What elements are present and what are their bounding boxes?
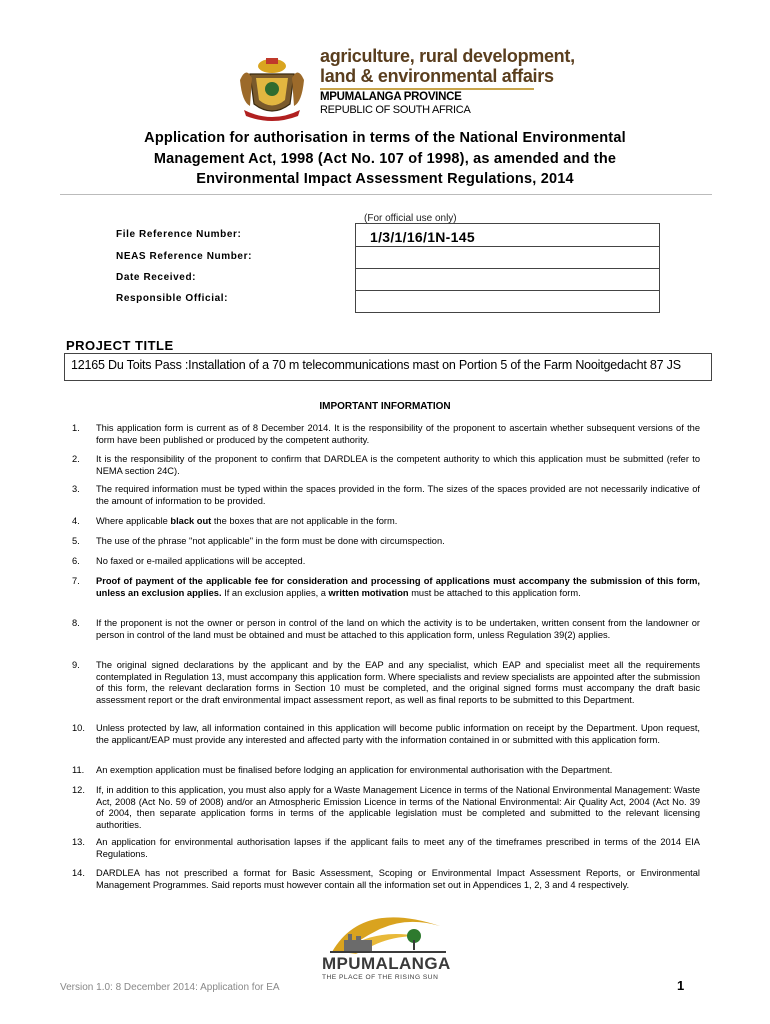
logo-wordmark: MPUMALANGA [322, 954, 451, 973]
title-line3: Environmental Impact Assessment Regulations, 2014 [196, 171, 574, 187]
rising-sun-icon [322, 906, 452, 956]
item-number: 13. [72, 837, 85, 847]
official-use-note: (For official use only) [364, 213, 457, 224]
mpumalanga-logo [322, 906, 452, 981]
item-text: An exemption application must be finalised before lodging an application for environmental authorisation with the Department. [96, 765, 613, 775]
item-text: An application for environmental authorisation lapses if the applicant fails to meet any of the timeframes prescribed in terms of the 2014 EIA Regulations. [96, 837, 700, 859]
item-number: 4. [72, 516, 80, 526]
project-title-field[interactable]: 12165 Du Toits Pass :Installation of a 70 m telecommunications mast on Portion 5 of the Farm Nooitgedacht 87 JS [64, 353, 712, 381]
neas-reference-field[interactable] [355, 246, 660, 269]
file-reference-field[interactable]: 1/3/1/16/1N-145 [355, 223, 660, 247]
title-divider [60, 194, 712, 195]
item-text: If, in addition to this application, you must also apply for a Waste Management Licence in terms of the National Environmental Management: Waste Act, 2008 (Act No. 59 of 2008) and/or an Atmospheric Emission Licence in terms of the National Environmental: Air Quality Act, 2004 (Act No. 39 of 2004, then separate application forms in terms of the applicable legislation must be completed and submitted to the relevant licensing authorities. [96, 785, 700, 830]
document-title [80, 128, 690, 190]
item-text: Unless protected by law, all information contained in this application will become public information on receipt by the Department. Upon request, the applicant/EAP must provide any interested and affected party with the information contained in or submitted with this application form. [96, 723, 700, 745]
date-received-label: Date Received: [116, 272, 197, 283]
page-number: 1 [677, 978, 685, 993]
responsible-official-field[interactable] [355, 290, 660, 313]
item-number: 6. [72, 556, 80, 566]
important-information-heading: IMPORTANT INFORMATION [319, 401, 451, 412]
title-line2: Management Act, 1998 (Act No. 107 of 1998), as amended and the [153, 150, 617, 167]
title-line1: Application for authorisation in terms of the National Environmental [144, 130, 626, 146]
header-divider [320, 88, 534, 90]
item-number: 10. [72, 723, 85, 733]
item-number: 14. [72, 868, 85, 878]
version-footer: Version 1.0: 8 December 2014: Application for EA [60, 982, 280, 993]
department-name-line2: land & environmental affairs [320, 66, 554, 86]
logo-tagline: THE PLACE OF THE RISING SUN [322, 974, 439, 981]
item-number: 9. [72, 660, 80, 670]
item-number: 11. [72, 765, 85, 775]
neas-reference-label: NEAS Reference Number: [116, 251, 253, 262]
department-header [236, 46, 575, 118]
item-number: 5. [72, 536, 80, 546]
department-name-line1: agriculture, rural development, [320, 46, 575, 66]
file-reference-label: File Reference Number: [116, 229, 242, 240]
item-text: The use of the phrase "not applicable" in the form must be done with circumspection. [96, 536, 445, 546]
item-number: 1. [72, 423, 80, 433]
item-text: DARDLEA has not prescribed a format for Basic Assessment, Scoping or Environmental Impact Assessment Reports, or Environmental Management Programmes. Said reports must however contain all the information set out in Appendices 1, 2, 3 and 4 respectively. [96, 868, 700, 890]
item-text: It is the responsibility of the proponent to confirm that DARDLEA is the competent authority to which this application must be submitted (refer to NEMA section 24C). [96, 454, 700, 476]
item-number: 12. [72, 785, 85, 795]
item-text: No faxed or e-mailed applications will be accepted. [96, 556, 306, 566]
project-title-heading: PROJECT TITLE [66, 338, 174, 353]
item-number: 8. [72, 618, 80, 628]
province-name: MPUMALANGA PROVINCE [320, 91, 462, 103]
item-number: 3. [72, 484, 80, 494]
item-text: The required information must be typed within the spaces provided in the form. The sizes of the spaces provided are not necessarily indicative of the amount of information to be provided. [96, 484, 700, 506]
coat-of-arms-icon [236, 56, 308, 122]
date-received-field[interactable] [355, 268, 660, 291]
responsible-official-label: Responsible Official: [116, 293, 229, 304]
item-number: 2. [72, 454, 80, 464]
country-name: REPUBLIC OF SOUTH AFRICA [320, 104, 471, 116]
item-text: The original signed declarations by the applicant and by the EAP and any specialist, which EAP and specialist meet all the requirements contemplated in Regulation 13, must accompany this application form. Where specialists and review specialists are appointed after the submission of this form, the relevant declaration forms in Section 10 must be completed, and the original signed forms must accompany the draft basic assessment report or the draft environmental impact assessment report, as well as final reports to be submitted to this Department. [96, 660, 700, 705]
item-text: This application form is current as of 8 December 2014. It is the responsibility of the proponent to ascertain whether subsequent versions of the form have been published or produced by the competent authority. [96, 423, 700, 445]
item-text: Proof of payment of the applicable fee for consideration and processing of applications must accompany the submission of this form, unless an exclusion applies. If an exclusion applies, a written motivation must be attached to this application form. [96, 576, 700, 598]
item-text: Where applicable black out the boxes that are not applicable in the form. [96, 516, 398, 526]
item-number: 7. [72, 576, 80, 586]
item-text: If the proponent is not the owner or person in control of the land on which the activity is to be undertaken, written consent from the landowner or person in control of the land must be obtained and must be attached to this application form, unless Regulation 39(2) applies. [96, 618, 700, 640]
